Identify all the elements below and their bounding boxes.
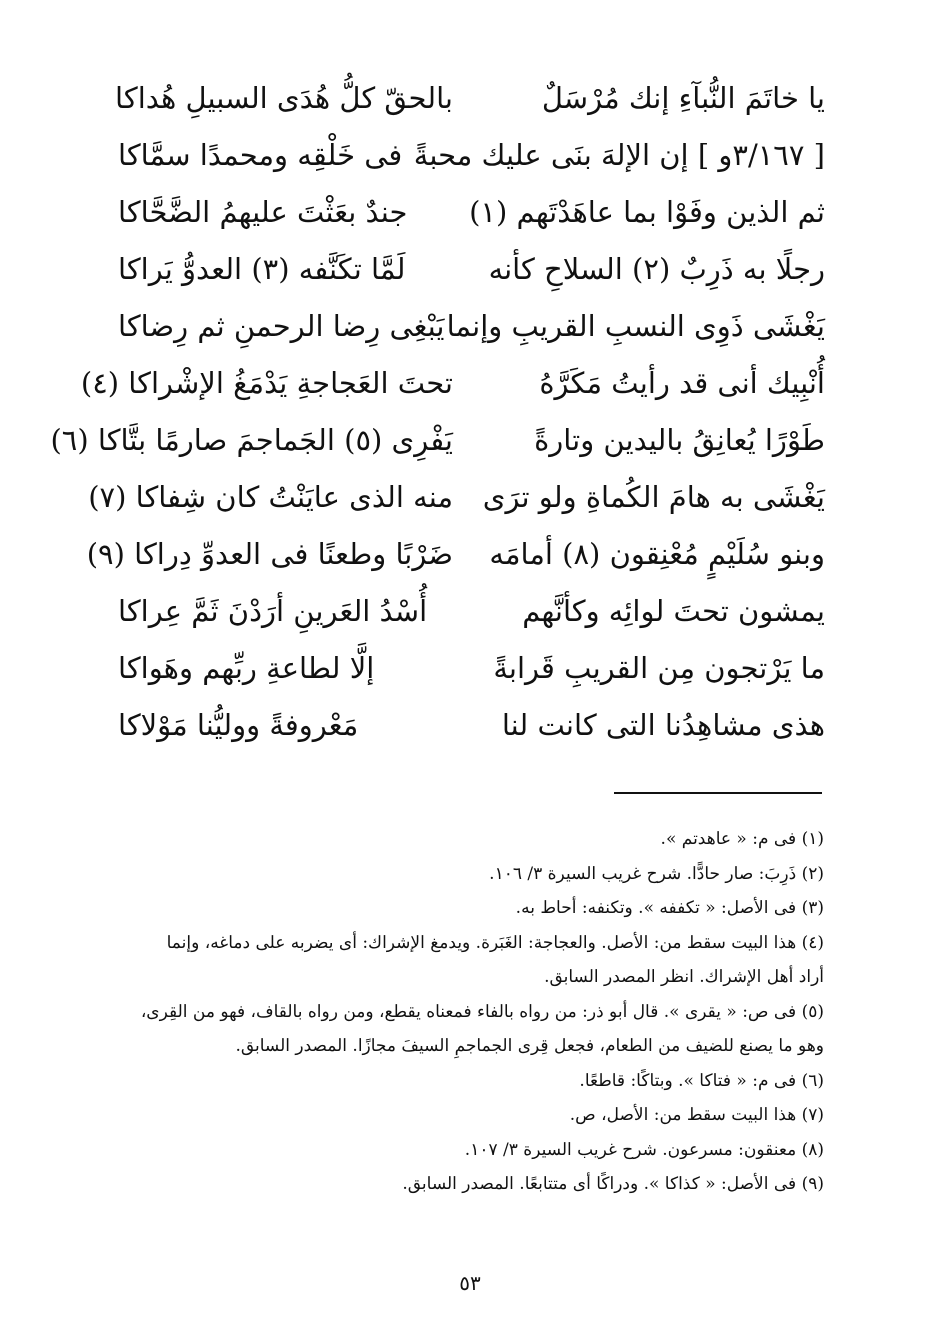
verse xyxy=(100,583,825,639)
verse-first-hemistich: ما يَرْتجون مِن القريبِ قَرابةً xyxy=(493,651,825,685)
verse-second-hemistich: فى خَلْقِه ومحمدًا سمَّاكا xyxy=(118,138,403,172)
footnote: (٩) فى الأصل: « كذاكا ». ودراكًا أى متتابعًا. المصدر السابق. xyxy=(402,1174,824,1194)
verse-first-hemistich: يا خاتَمَ النُّبآءِ إنك مُرْسَلٌ xyxy=(541,81,825,115)
verse-second-hemistich: تحتَ العَجاجةِ يَدْمَغُ الإشْراكا (٤) xyxy=(80,366,453,400)
footnote: (٦) فى م: « فتاكا ». وبتاكًا: قاطعًا. xyxy=(579,1070,824,1091)
verse-second-hemistich: أُسْدُ العَرينِ أرَدْنَ ثَمَّ عِراكا xyxy=(118,594,428,628)
footnote-divider xyxy=(614,792,822,794)
verse-second-hemistich: يَفْرِى (٥) الجَماجمَ صارمًا بتَّاكا (٦) xyxy=(50,423,453,457)
verse-second-hemistich: مَعْروفةً ووليُّنا مَوْلاكا xyxy=(118,708,359,742)
verse-second-hemistich: يَبْغِى رِضا الرحمنِ ثم رِضاكا xyxy=(118,309,445,343)
verse-first-hemistich: هذى مشاهِدُنا التى كانت لنا xyxy=(501,708,825,742)
page-number: ٥٣ xyxy=(459,1271,481,1295)
verse xyxy=(100,184,825,240)
verse xyxy=(80,355,825,411)
verse-second-hemistich: جندٌ بعَثْتَ عليهمُ الضَّحَّاكا xyxy=(118,195,408,229)
footnote: (٨) معنقون: مسرعون. شرح غريب السيرة ٣/ ١٠٧. xyxy=(464,1139,824,1160)
verse-first-hemistich: طَوْرًا يُعانِقُ باليدين وتارةً xyxy=(534,423,825,457)
verse xyxy=(100,70,825,126)
footnote: (٣) فى الأصل: « تكففه ». وتكنفه: أحاط به. xyxy=(515,898,824,918)
verse-first-hemistich: يمشون تحتَ لوائِه وكأنَّهم xyxy=(522,594,825,628)
verse-second-hemistich: لَمَّا تكَنَّفه (٣) العدوُّ يَراكا xyxy=(118,252,406,286)
footnote: (٤) هذا البيت سقط من: الأصل. والعجاجة: الغَبَرة. ويدمغ الإشراك: أى يضربه على دماغه، وإنما xyxy=(166,932,824,953)
verse-first-hemistich: أُنْبِيك أنى قد رأيتُ مَكَرَّهُ xyxy=(539,366,825,400)
verse xyxy=(100,697,825,753)
verse-second-hemistich: ضَرْبًا وطعنًا فى العدوِّ دِراكا (٩) xyxy=(86,537,453,571)
verse-first-hemistich: وبنو سُلَيْمٍ مُعْنِقون (٨) أمامَه xyxy=(489,537,825,571)
footnote: (١) فى م: « عاهدتم ». xyxy=(660,829,824,849)
footnote-continuation: أراد أهل الإشراك. انظر المصدر السابق. xyxy=(544,967,824,987)
poem xyxy=(50,70,825,770)
footnote: (٢) ذَرِبَ: صار حادًّا. شرح غريب السيرة ٣/ ١٠٦. xyxy=(489,863,824,884)
verse xyxy=(100,241,825,297)
verse-second-hemistich: بالحقّ كلُّ هُدَى السبيلِ هُداكا xyxy=(115,81,453,115)
footnote: (٧) هذا البيت سقط من: الأصل، ص. xyxy=(569,1105,824,1125)
verse xyxy=(50,412,825,468)
verse xyxy=(88,469,825,525)
verse-first-hemistich: ثم الذين وفَوْا بما عاهَدْتَهم (١) xyxy=(469,195,825,229)
verse-second-hemistich: منه الذى عايَنْتُ كان شِفاكا (٧) xyxy=(88,480,453,514)
footnotes xyxy=(106,822,824,1202)
verse xyxy=(86,526,825,582)
verse xyxy=(100,640,825,696)
footnote: (٥) فى ص: « يقرى ». قال أبو ذر: من رواه بالفاء فمعناه يقطع، ومن رواه بالقاف، فهو من القِرى، xyxy=(140,1001,824,1022)
verse-first-hemistich: [ ٣/١٦٧و ] إن الإلهَ بنَى عليك محبةً xyxy=(413,138,825,172)
verse xyxy=(100,127,825,183)
verse-first-hemistich: يَغْشَى به هامَ الكُماةِ ولو ترَى xyxy=(482,480,825,514)
verse-second-hemistich: إلَّا لطاعةِ ربِّهم وهَواكا xyxy=(118,651,375,685)
verse-first-hemistich: يَغْشَى ذَوِى النسبِ القريبِ وإنما xyxy=(446,309,825,343)
verse-first-hemistich: رجلًا به ذَرِبٌ (٢) السلاحِ كأنه xyxy=(488,252,825,286)
verse xyxy=(100,298,825,354)
footnote-continuation: وهو ما يصنع للضيف من الطعام، فجعل قِرى الجماجمِ السيفَ مجازًا. المصدر السابق. xyxy=(235,1036,824,1056)
